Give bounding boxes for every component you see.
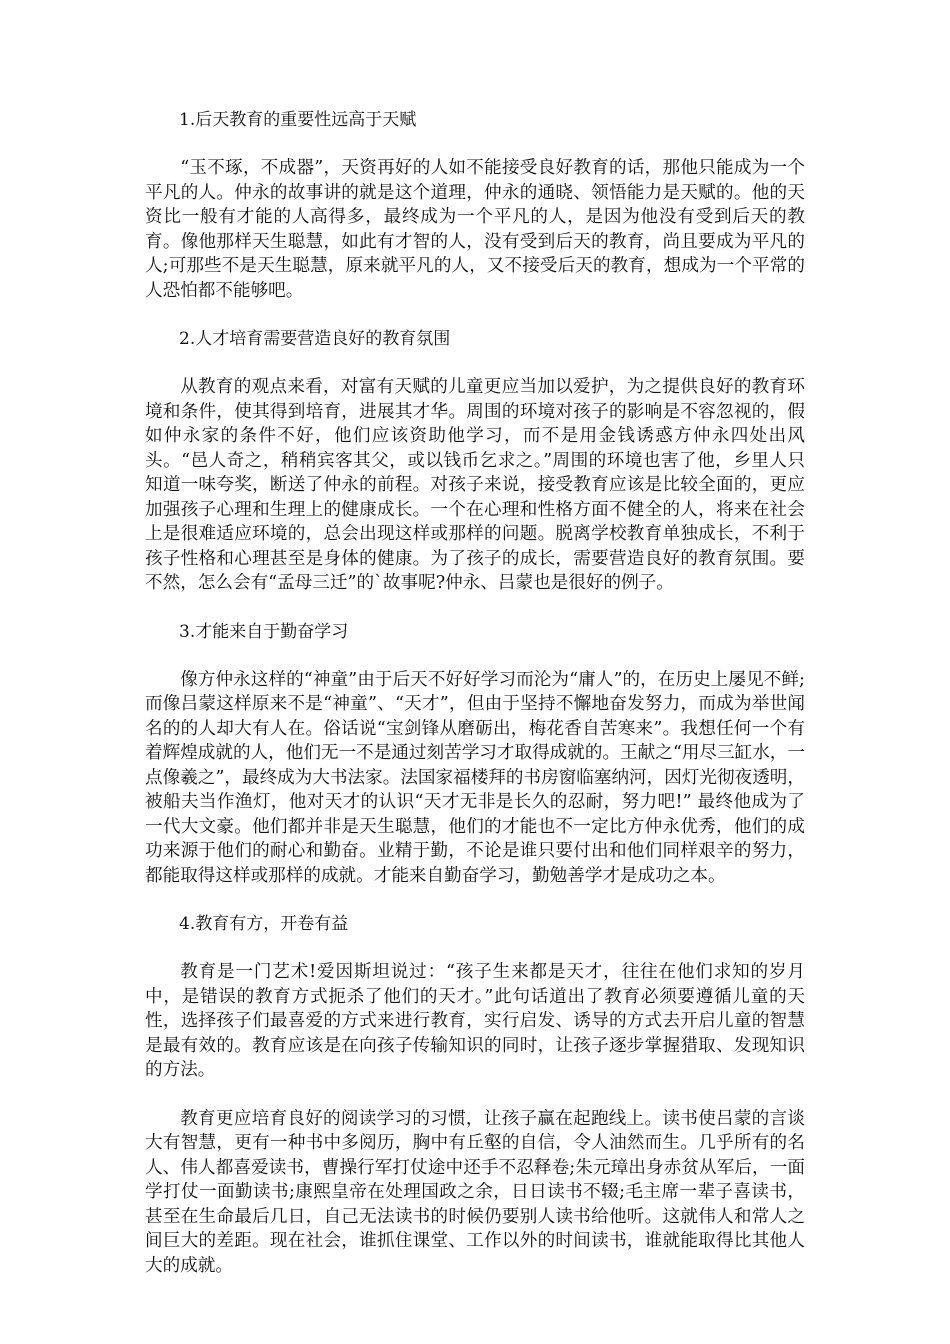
section-heading-2: 2.人才培育需要营造良好的教育氛围 [179, 329, 451, 349]
section-3-paragraph-1: 像方仲永这样的“神童”由于后天不好好学习而沦为“庸人”的，在历史上屡见不鲜;而像吕蒙这样原来不是“神童”、“天才”，但由于坚持不懈地奋发努力，而成为举世闻名的的人却大有人在。俗话说“宝剑锋从磨砺出，梅花香自苦寒来”。我想任何一个有着辉煌成就的人，他们无一不是通过刻苦学习才取得成就的。王献之“用尽三缸水，一点像羲之”，最终成为大书法家。法国家福楼拜的书房窗临塞纳河，因灯光彻夜透明，被船夫当作渔灯，他对天才的认识“天才无非是长久的忍耐，努力吧!” 最终他成为了一代大文豪。他们都并非是天生聪慧，他们的才能也不一定比方仲永优秀，他们的成功来源于他们的耐心和勤奋。业精于勤，不论是谁只要付出和他们同样艰辛的努力，都能取得这样或那样的成就。才能来自勤奋学习，勤勉善学才是成功之本。 [145, 669, 805, 886]
document-page [145, 108, 805, 1302]
section-4-paragraph-1: 教育是一门艺术!爱因斯坦说过：“孩子生来都是天才，往往在他们求知的岁月中，是错误的教育方式扼杀了他们的天才。”此句话道出了教育必须要遵循儿童的天性，选择孩子们最喜爱的方式来进行教育，实行启发、诱导的方式去开启儿童的智慧是最有效的。教育应该是在向孩子传输知识的同时，让孩子逐步掌握猎取、发现知识的方法。 [145, 962, 805, 1080]
section-heading-4: 4.教育有方，开卷有益 [179, 914, 349, 934]
section-1-paragraph-1: “玉不琢，不成器”，天资再好的人如不能接受良好教育的话，那他只能成为一个平凡的人。仲永的故事讲的就是这个道理，仲永的通晓、领悟能力是天赋的。他的天资比一般有才能的人高得多，最终成为一个平凡的人，是因为他没有受到后天的教育。像他那样天生聪慧，如此有才智的人，没有受到后天的教育，尚且要成为平凡的人;可那些不是天生聪慧，原来就平凡的人，又不接受后天的教育，想成为一个平常的人恐怕都不能够吧。 [145, 158, 805, 301]
section-heading-1: 1.后天教育的重要性远高于天赋 [179, 110, 417, 130]
section-4-paragraph-2: 教育更应培育良好的阅读学习的习惯，让孩子赢在起跑线上。读书使吕蒙的言谈大有智慧，更有一种书中多阅历，胸中有丘壑的自信，令人油然而生。几乎所有的名人、伟人都喜爱读书，曹操行军打仗途中还手不忍释卷;朱元璋出身赤贫从军后，一面学打仗一面勤读书;康熙皇帝在处理国政之余，日日读书不辍;毛主席一辈子喜读书，甚至在生命最后几日，自己无法读书的时候仍要别人读书给他听。这就伟人和常人之间巨大的差距。现在社会，谁抓住课堂、工作以外的时间读书，谁就能取得比其他人大的成就。 [145, 1108, 805, 1276]
section-2-paragraph-1: 从教育的观点来看，对富有天赋的儿童更应当加以爱护，为之提供良好的教育环境和条件，使其得到培育，进展其才华。周围的环境对孩子的影响是不容忽视的，假如仲永家的条件不好，他们应该资助他学习，而不是用金钱诱惑方仲永四处出风头。“邑人奇之，稍稍宾客其父，或以钱币乞求之。”周围的环境也害了他，乡里人只知道一味夸奖，断送了仲永的前程。对孩子来说，接受教育应该是比较全面的，更应加强孩子心理和生理上的健康成长。一个在心理和性格方面不健全的人，将来在社会上是很难适应环境的，总会出现这样或那样的问题。脱离学校教育单独成长，不利于孩子性格和心理甚至是身体的健康。为了孩子的成长，需要营造良好的教育氛围。要不然，怎么会有“孟母三迁”的`故事呢?仲永、吕蒙也是很好的例子。 [145, 377, 805, 593]
section-heading-3: 3.才能来自于勤奋学习 [179, 621, 349, 642]
